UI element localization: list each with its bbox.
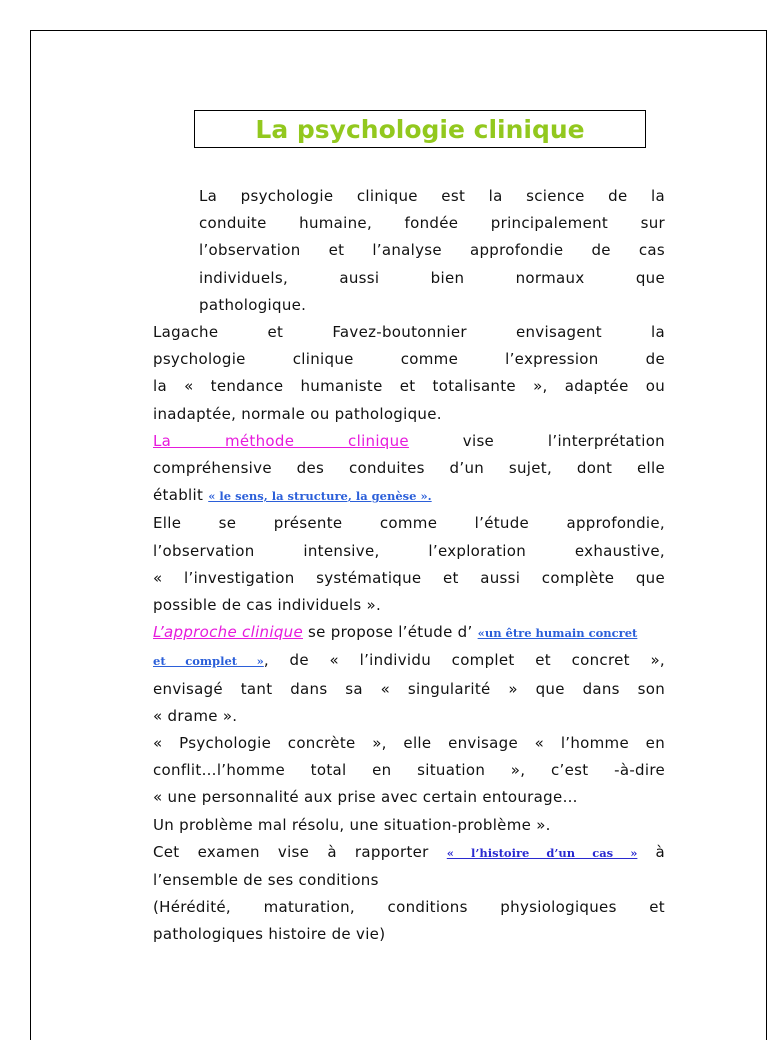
text-line: Un problème mal résolu, une situation-problème ». bbox=[153, 815, 551, 834]
text-line: « une personnalité aux prise avec certain entourage… bbox=[153, 788, 578, 807]
text-line bbox=[153, 647, 665, 675]
term-methode-clinique: La méthode clinique bbox=[153, 431, 409, 450]
text-line: individuels, aussi bien normaux que bbox=[199, 268, 665, 287]
text-span: vise l’interprétation bbox=[462, 431, 665, 450]
title-box bbox=[194, 110, 646, 148]
link-etre-humain[interactable]: «un être humain concret bbox=[477, 626, 638, 641]
link-et-complet[interactable]: et complet » bbox=[153, 654, 264, 669]
text-line: l’ensemble de ses conditions bbox=[153, 871, 379, 890]
link-sens-structure[interactable]: « le sens, la structure, la genèse ». bbox=[208, 489, 432, 504]
text-line: conflit…l’homme total en situation », c’est -à-dire bbox=[153, 761, 665, 780]
term-approche-clinique: L’approche clinique bbox=[153, 623, 303, 642]
text-line: envisagé tant dans sa « singularité » que dans son bbox=[153, 679, 665, 698]
text-span: établit bbox=[153, 486, 209, 505]
text-line: « Psychologie concrète », elle envisage « l’homme en bbox=[153, 734, 665, 753]
text-span: Cet examen vise à rapporter bbox=[153, 842, 447, 861]
paragraph-approche bbox=[153, 619, 665, 730]
text-line: Lagache et Favez-boutonnier envisagent la bbox=[153, 323, 665, 342]
text-line: l’observation et l’analyse approfondie de cas bbox=[199, 241, 665, 260]
text-span: à bbox=[637, 842, 666, 861]
text-line bbox=[153, 428, 665, 455]
paragraph-concrete bbox=[153, 730, 665, 839]
text-line: (Hérédité, maturation, conditions physiologiques et bbox=[153, 898, 665, 917]
page-title: La psychologie clinique bbox=[255, 114, 585, 144]
text-line: psychologie clinique comme l’expression de bbox=[153, 350, 665, 369]
link-histoire-cas[interactable]: « l’histoire d’un cas » bbox=[446, 845, 638, 860]
paragraph-methode bbox=[153, 428, 665, 511]
paragraph-lagache bbox=[153, 319, 665, 428]
text-line: « l’investigation systématique et aussi complète que bbox=[153, 568, 665, 587]
text-span: , de « l’individu complet et concret », bbox=[263, 651, 665, 670]
text-line: compréhensive des conduites d’un sujet, dont elle bbox=[153, 459, 665, 478]
paragraph-examen bbox=[153, 839, 665, 949]
text-line bbox=[153, 619, 665, 647]
text-line: inadaptée, normale ou pathologique. bbox=[153, 404, 442, 423]
paragraph-etude bbox=[153, 510, 665, 619]
text-line bbox=[153, 839, 665, 867]
text-line: Elle se présente comme l’étude approfondie, bbox=[153, 514, 665, 533]
document-body bbox=[153, 183, 665, 949]
text-line: l’observation intensive, l’exploration exhaustive, bbox=[153, 541, 665, 560]
paragraph-definition bbox=[153, 183, 665, 319]
text-line bbox=[153, 482, 665, 510]
text-line: la « tendance humaniste et totalisante », adaptée ou bbox=[153, 377, 665, 396]
text-line: conduite humaine, fondée principalement sur bbox=[199, 214, 665, 233]
text-line: La psychologie clinique est la science de la bbox=[199, 187, 665, 205]
text-line: « drame ». bbox=[153, 706, 238, 725]
text-span: se propose l’étude d’ bbox=[302, 623, 478, 642]
text-line: pathologiques histoire de vie) bbox=[153, 925, 386, 944]
text-line: pathologique. bbox=[199, 295, 307, 314]
text-line: possible de cas individuels ». bbox=[153, 596, 382, 615]
